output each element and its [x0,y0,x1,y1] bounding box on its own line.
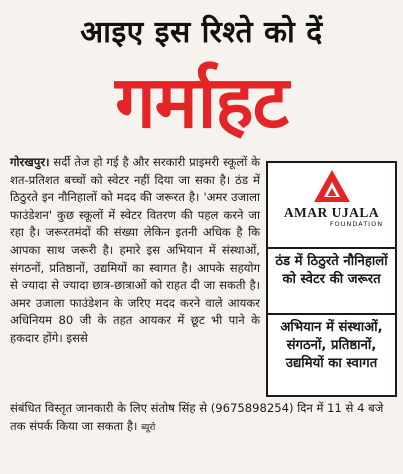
article-body-text: सर्दी तेज हो गई है और सरकारी प्राइमरी स्कूलों के शत-प्रतिशत बच्चों को स्वेटर नहीं दिया जा सका है। ठंड में ठिठुरते इन नौनिहालों को मदद की जरूरत है। 'अमर उजाला फाउंडेशन' कुछ स्कूलों में स्वेटर वितरण की पहल करने जा रहा है। जरूरतमंदों की संख्या लेकिन इतनी अधिक है कि आपका साथ जरूरी है। हमारे इस अभियान में संस्थाओं, संगठनों, प्रतिष्ठानों, उद्यमियों का स्वागत है। आपके सहयोग से ज्यादा से ज्यादा छात्र-छात्राओं को राहत दी जा सकती है। अमर उजाला फाउंडेशन के जरिए मदद करने वाले आयकर अधिनियम 80 जी के तहत आयकर में छूट भी पाने के हकदार होंगे। इससे [10,155,261,345]
amar-ujala-logo-icon [313,169,351,203]
amar-ujala-foundation-logo [268,169,395,228]
headline-line-1: आइए इस रिश्ते को दें [80,15,323,50]
logo-sub: FOUNDATION [329,220,384,228]
headline-line-2: गर्माहट [115,60,288,144]
logo-name: AMAR UJALA [283,205,380,220]
article-body [10,154,260,348]
article-byline: ब्यूरो [141,422,156,433]
sidebar-divider-top [268,247,395,249]
sidebar-headline-1: ठंड में ठिठुरते नौनिहालों को स्वेटर की जरूरत [275,254,388,287]
sidebar-headline-2: अभियान में संस्थाओं, संगठनों, प्रतिष्ठानों, उद्यमियों का स्वागत [280,320,383,371]
sidebar-box [266,161,397,397]
article-tail [10,400,395,437]
article-tail-text: संबंधित विस्तृत जानकारी के लिए संतोष सिंह से (9675898254) दिन में 11 से 4 बजे तक संपर्क किया जा सकता है। [10,401,384,433]
sidebar-divider-middle [268,313,395,315]
article-dateline: गोरखपुर। [10,155,50,169]
